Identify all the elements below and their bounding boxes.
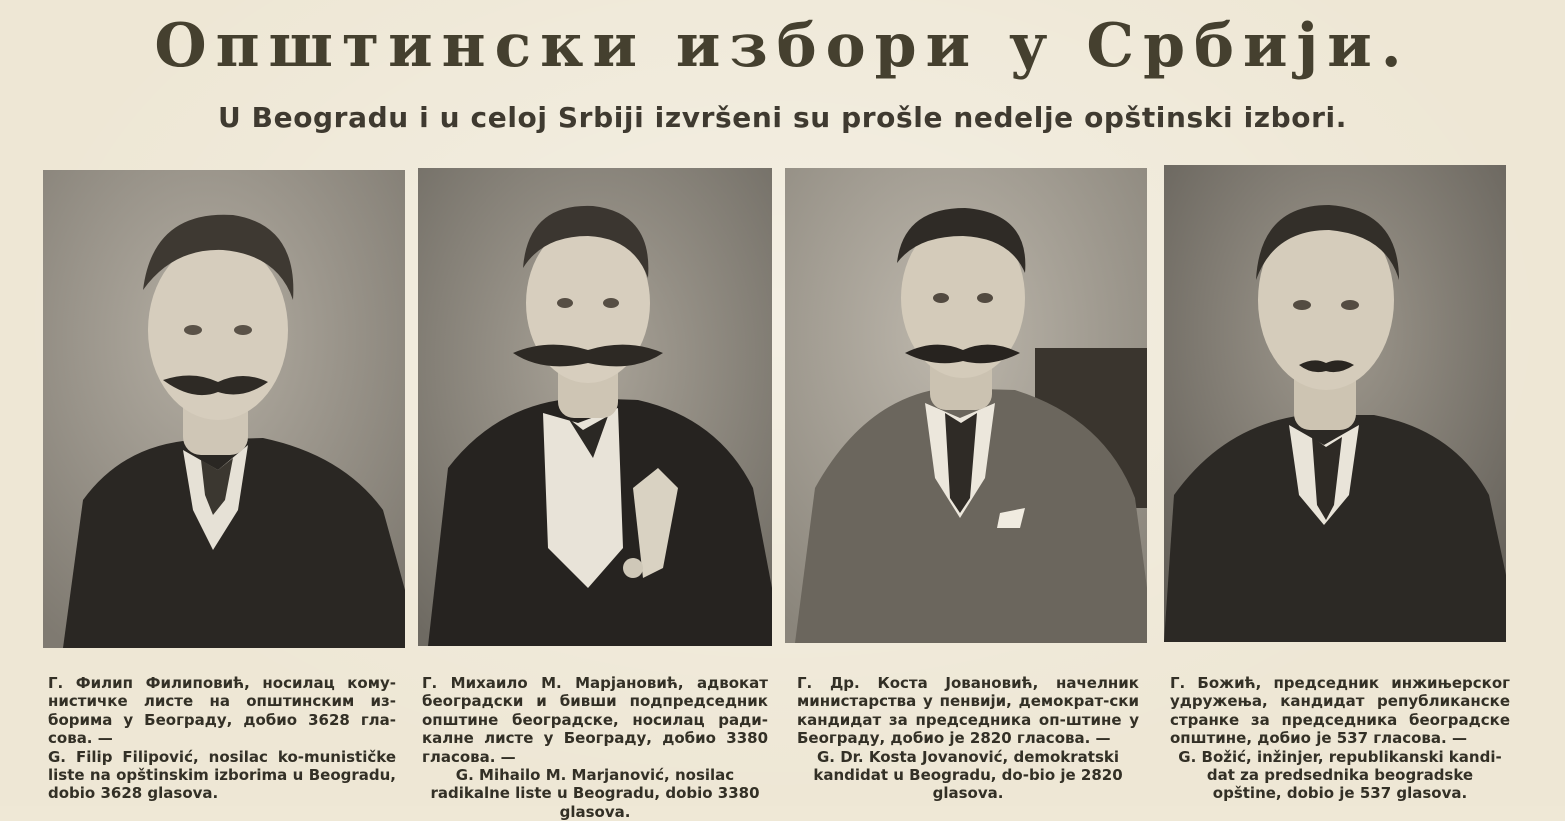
caption-latin: G. Mihailo M. Marjanović, nosilac radikalne liste u Beogradu, dobio 3380 glasova.: [430, 766, 760, 821]
caption-bozic: [1170, 674, 1510, 803]
caption-latin: G. Božić, inžinjer, republikanski kandi-dat za predsednika beogradske opštine, dobio je 537 glasova.: [1178, 747, 1502, 803]
caption-cyrillic: Г. Филип Филиповић, носилац кому-нистичке листе на општинским из-борима у Београду, добио 3628 гла-сова. —: [48, 674, 396, 748]
portrait-photo-marjanovic: [418, 168, 772, 646]
headline: Општински избори у Србији.: [154, 11, 1411, 81]
portrait-photo-filipovic: [43, 170, 405, 648]
portrait-photo-bozic: [1164, 165, 1506, 642]
portrait-photo-jovanovic: [785, 168, 1147, 643]
caption-jovanovic: [797, 674, 1139, 803]
caption-latin: G. Dr. Kosta Jovanović, demokratski kandidat u Beogradu, do-bio je 2820 glasova.: [813, 747, 1123, 803]
caption-cyrillic: Г. Др. Коста Јовановић, начелник министарства у пенвији, демократ-ски кандидат за председника оп-штине у Београду, добио је 2820 гласова. —: [797, 674, 1139, 748]
caption-filipovic: [48, 674, 396, 803]
subheadline: U Beogradu i u celoj Srbiji izvršeni su prošle nedelje opštinski izbori.: [217, 101, 1347, 134]
caption-cyrillic: Г. Божић, председник инжињерског удружења, кандидат републиканске странке за председника београдске општине, добио је 537 гласова. —: [1170, 674, 1510, 748]
caption-marjanovic: [422, 674, 768, 821]
caption-latin: G. Filip Filipović, nosilac ko-munističke liste na opštinskim izborima u Beogradu, dobio 3628 glasova.: [48, 747, 396, 803]
caption-cyrillic: Г. Михаило М. Марјановић, адвокат београдски и бивши подпредседник општине београдске, носилац ради-калне листе у Београду, добио 3380 гласова. —: [422, 674, 768, 766]
